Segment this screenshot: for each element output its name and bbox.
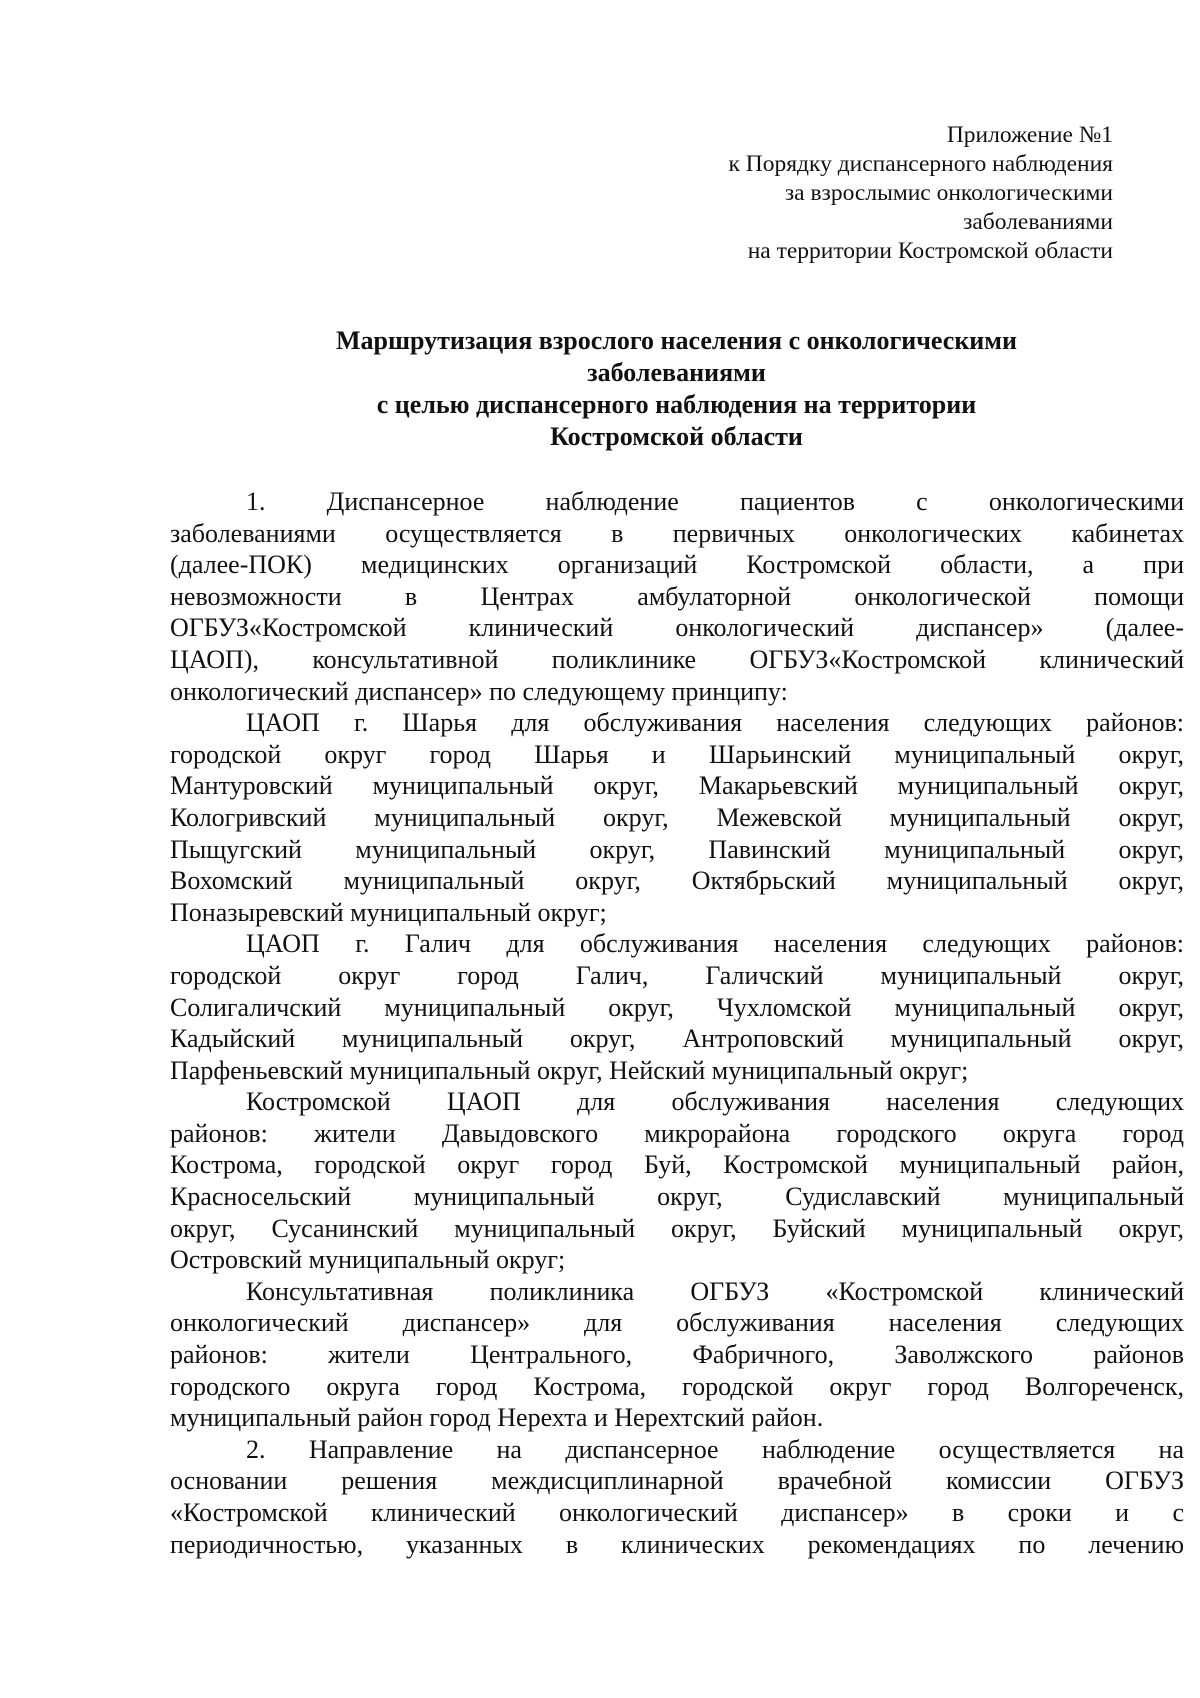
appendix-line: за взрослымис онкологическими [784,180,1113,206]
paragraph-line: районов: жители Центрального, Фабричного, Заволжского районов [170,1340,1184,1370]
paragraph-line: Островский муниципальный округ; [170,1245,566,1275]
paragraph-line: периодичностью, указанных в клинических рекомендациях по лечению [170,1529,1184,1559]
appendix-line: Приложение №1 [946,122,1113,148]
paragraph-line: Солигаличский муниципальный округ, Чухломской муниципальный округ, [170,992,1184,1022]
appendix-line: к Порядку диспансерного наблюдения [728,151,1113,177]
paragraph-line: Консультативная поликлиника ОГБУЗ «Костромской клинический [246,1276,1184,1306]
title-line: Маршрутизация взрослого населения с онкологическими [336,326,1017,355]
paragraph-line: «Костромской клинический онкологический диспансер» в сроки и с [170,1498,1184,1527]
paragraph-line: городской округ город Галич, Галичский муниципальный округ, [170,960,1184,990]
document-body [170,486,1184,1560]
document-title [170,325,1183,453]
title-line: заболеваниями [587,358,766,387]
paragraph-line: Красносельский муниципальный округ, Судиславский муниципальный [170,1182,1184,1212]
paragraph-line: невозможности в Центрах амбулаторной онкологической помощи [170,581,1184,611]
paragraph-line: округ, Сусанинский муниципальный округ, Буйский муниципальный округ, [170,1213,1184,1243]
paragraph-line: Пыщугский муниципальный округ, Павинский муниципальный округ, [170,834,1184,864]
paragraph-line: ЦАОП г. Шарья для обслуживания населения следующих районов: [246,708,1184,738]
paragraph-line: муниципальный район город Нерехта и Нерехтский район. [170,1403,824,1433]
paragraph-line: ОГБУЗ«Костромской клинический онкологический диспансер» (далее- [170,613,1184,643]
paragraph-line: Костромской ЦАОП для обслуживания населения следующих [246,1087,1184,1117]
paragraph-line: ЦАОП г. Галич для обслуживания населения следующих районов: [246,929,1184,959]
title-line: Костромской области [550,422,803,451]
appendix-line: на территории Костромской области [747,238,1113,264]
appendix-note [728,121,1113,266]
paragraph-line: заболеваниями осуществляется в первичных онкологических кабинетах [170,518,1184,548]
paragraph-line: Парфеньевский муниципальный округ, Нейский муниципальный округ; [170,1055,969,1085]
paragraph-line: городского округа город Кострома, городской округ город Волгореченск, [170,1371,1184,1401]
appendix-line: заболеваниями [963,209,1113,235]
paragraph-line: основании решения междисциплинарной врачебной комиссии ОГБУЗ [170,1466,1184,1496]
paragraph-line: Кадыйский муниципальный округ, Антроповский муниципальный округ, [170,1024,1184,1054]
paragraph-line: онкологический диспансер» по следующему принципу: [170,676,788,706]
paragraph-line: Кологривский муниципальный округ, Межевской муниципальный округ, [170,802,1184,832]
paragraph-line: Кострома, городской округ город Буй, Костромской муниципальный район, [170,1150,1184,1180]
paragraph-line: ЦАОП), консультативной поликлинике ОГБУЗ«Костромской клинический [170,644,1184,674]
paragraph-line: 1. Диспансерное наблюдение пациентов с онкологическими [246,487,1184,516]
paragraph-line: Мантуровский муниципальный округ, Макарьевский муниципальный округ, [170,771,1184,801]
paragraph-line: Вохомский муниципальный округ, Октябрьский муниципальный округ, [170,866,1184,896]
paragraph-line: городской округ город Шарья и Шарьинский муниципальный округ, [170,739,1184,769]
paragraph-line: Поназыревский муниципальный округ; [170,897,607,927]
paragraph-line: 2. Направление на диспансерное наблюдение осуществляется на [246,1434,1184,1464]
paragraph-line: онкологический диспансер» для обслуживания населения следующих [170,1308,1184,1338]
paragraph-line: (далее-ПОК) медицинских организаций Костромской области, а при [170,550,1184,580]
title-line: с целью диспансерного наблюдения на территории [376,390,977,419]
paragraph-line: районов: жители Давыдовского микрорайона городского округа город [170,1118,1184,1148]
